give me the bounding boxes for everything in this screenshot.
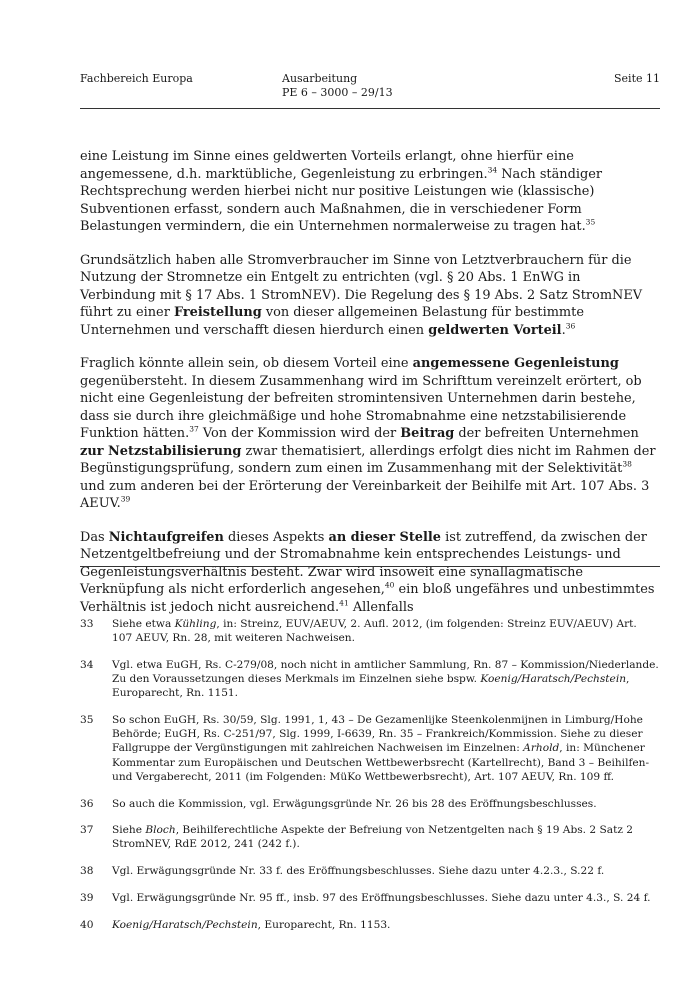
text-run: ist zutreffend, da zwischen der Netzentgeltbefreiung und der Stromabnahme kein entsprechendes Leistungs- und Gegenleistungsverhältnis besteht. Zwar wird insoweit eine synallagmatische Verknüpfung als nicht erforderlich angesehen, bbox=[80, 529, 647, 597]
header-department: Fachbereich Europa bbox=[80, 72, 193, 85]
bold-term: Nichtaufgreifen bbox=[108, 529, 224, 545]
footnote-33 bbox=[80, 617, 660, 645]
footnote-number: 37 bbox=[80, 824, 94, 837]
text-run: eine Leistung im Sinne eines geldwerten Vorteils erlangt, ohne hierfür eine angemessene, d.h. marktübliche, Gegenleistung zu erbringen. bbox=[80, 149, 574, 182]
footnote-number: 39 bbox=[80, 891, 94, 904]
bold-term: angemessene Gegenleistung bbox=[412, 356, 619, 371]
bold-term: zur Netzstabilisierung bbox=[80, 443, 242, 459]
footnote-ref[interactable]: 35 bbox=[585, 217, 596, 227]
text-run: Vgl. Erwägungsgründe Nr. 33 f. des Eröffnungsbeschlusses. Siehe dazu unter 4.2.3., S.22 f. bbox=[112, 865, 605, 878]
footnote-divider bbox=[80, 566, 660, 567]
footnote-ref[interactable]: 39 bbox=[120, 494, 131, 504]
text-run: , Europarecht, Rn. 1151. bbox=[112, 673, 630, 700]
text-run: Allenfalls bbox=[348, 599, 414, 615]
footnote-ref[interactable]: 38 bbox=[622, 459, 632, 469]
text-run: Grundsätzlich haben alle Stromverbraucher im Sinne von Letztverbrauchern für die Nutzung der Stromnetze ein Entgelt zu entrichten (vgl. § 20 Abs. 1 EnWG in Verbindung mit § 17 Abs. 1 StromNEV). Die Regelung des § 19 Abs. 2 Satz StromNEV führt zu einer bbox=[80, 252, 643, 320]
author-name: Bloch bbox=[145, 824, 176, 837]
text-run: von dieser allgemeinen Belastung für bestimmte Unternehmen und verschafft diesen hierdurch einen bbox=[80, 305, 584, 338]
text-run: Von der Kommission wird der bbox=[198, 426, 401, 441]
text-run: zwar thematisiert, allerdings erfolgt dies nicht im Rahmen der Begünstigungsprüfung, sondern zum einen im Zusammenhang mit der Selektivität bbox=[80, 443, 656, 476]
footnote-number: 35 bbox=[80, 714, 94, 727]
footnote-37 bbox=[80, 823, 660, 851]
header-doc-type: Ausarbeitung bbox=[282, 72, 358, 85]
author-name: Koenig/Haratsch/Pechstein bbox=[480, 673, 627, 686]
bold-term: geldwerten Vorteil bbox=[428, 322, 562, 338]
bold-term: an dieser Stelle bbox=[328, 529, 441, 545]
paragraph-1 bbox=[80, 148, 660, 236]
header-document-id bbox=[282, 72, 393, 100]
footnote-ref[interactable]: 37 bbox=[189, 424, 199, 434]
text-run: So auch die Kommission, vgl. Erwägungsgründe Nr. 26 bis 28 des Eröffnungsbeschlusses. bbox=[112, 797, 597, 810]
text-run: Siehe etwa bbox=[112, 618, 175, 630]
footnote-ref[interactable]: 36 bbox=[565, 321, 576, 331]
text-run: der befreiten Unternehmen bbox=[454, 426, 639, 441]
text-run: und zum anderen bei der Erörterung der Vereinbarkeit der Beihilfe mit Art. 107 Abs. 3 AEUV. bbox=[80, 478, 650, 511]
paragraph-2 bbox=[80, 252, 660, 340]
footnote-ref[interactable]: 41 bbox=[339, 598, 349, 608]
author-name: Koenig/Haratsch/Pechstein bbox=[112, 918, 258, 931]
body-text bbox=[80, 148, 660, 632]
bold-term: Freistellung bbox=[173, 305, 262, 320]
footnote-ref[interactable]: 40 bbox=[384, 580, 395, 590]
footnote-ref[interactable]: 34 bbox=[487, 165, 498, 175]
text-run: Siehe bbox=[112, 824, 146, 837]
text-run: gegenübersteht. In diesem Zusammenhang wird im Schrifttum vereinzelt erörtert, ob nicht eine Gegenleistung der befreiten stromintensiven Unternehmen darin bestehe, dass sie durch ihre gleichmäßige und hohe Stromabnahme eine netzstabilisierende Funktion hätten. bbox=[80, 373, 642, 441]
footnote-number: 33 bbox=[80, 618, 94, 630]
text-run: dieses Aspekts bbox=[223, 529, 329, 545]
footnote-40 bbox=[80, 918, 660, 932]
footnotes bbox=[80, 617, 660, 944]
footnote-number: 38 bbox=[80, 865, 94, 878]
bold-term: Beitrag bbox=[400, 426, 455, 441]
footnote-number: 34 bbox=[80, 658, 94, 671]
footnote-38 bbox=[80, 864, 660, 878]
page-header bbox=[80, 72, 660, 108]
footnote-36 bbox=[80, 797, 660, 811]
text-run: , in: Streinz, EUV/AEUV, 2. Aufl. 2012, (im folgenden: Streinz EUV/AEUV) Art. 107 AEUV, Rn. 28, mit weiteren Nachweisen. bbox=[112, 618, 637, 645]
text-run: Vgl. etwa EuGH, Rs. C-279/08, noch nicht in amtlicher Sammlung, Rn. 87 – Kommission/Niederlande. Zu den Voraussetzungen dieses Merkmals im Einzelnen siehe bspw. bbox=[112, 658, 659, 686]
text-run: , Beihilferechtliche Aspekte der Befreiung von Netzentgelten nach § 19 Abs. 2 Satz 2 StromNEV, RdE 2012, 241 (242 f.). bbox=[112, 824, 634, 851]
text-run: So schon EuGH, Rs. 30/59, Slg. 1991, 1, 43 – De Gezamenlijke Steenkolenmijnen in Limburg/Hohe Behörde; EuGH, Rs. C-251/97, Slg. 1999, I-6639, Rn. 35 – Frankreich/Kommission. Siehe zu dieser Fallgruppe der Vergünstigungen mit zahlreichen Nachweisen im Einzelnen: bbox=[112, 714, 643, 755]
header-divider bbox=[80, 108, 660, 109]
text-run: ein bloß ungefähres und unbestimmtes Verhältnis ist jedoch nicht ausreichend. bbox=[80, 582, 655, 615]
footnote-35 bbox=[80, 713, 660, 784]
text-run: Vgl. Erwägungsgründe Nr. 95 ff., insb. 97 des Eröffnungsbeschlusses. Siehe dazu unter 4.3., S. 24 f. bbox=[112, 891, 651, 904]
text-run: Nach ständiger Rechtsprechung werden hierbei nicht nur positive Leistungen wie (klassische) Subventionen erfasst, sondern auch Maßnahmen, die in verschiedener Form Belastungen vermindern, die ein Unternehmen normalerweise zu tragen hat. bbox=[80, 166, 603, 234]
footnote-number: 36 bbox=[80, 797, 94, 810]
text-run: . bbox=[561, 322, 566, 338]
author-name: Arhold bbox=[523, 742, 560, 755]
footnote-39 bbox=[80, 891, 660, 905]
paragraph-3 bbox=[80, 355, 660, 513]
text-run: Fraglich könnte allein sein, ob diesem Vorteil eine bbox=[80, 356, 413, 371]
text-run: , Europarecht, Rn. 1153. bbox=[257, 918, 391, 931]
paragraph-4 bbox=[80, 529, 660, 617]
header-doc-number: PE 6 – 3000 – 29/13 bbox=[282, 86, 393, 99]
footnote-34 bbox=[80, 658, 660, 701]
header-page-number: Seite 11 bbox=[614, 72, 660, 85]
text-run: , in: Münchener Kommentar zum Europäischen und Deutschen Wettbewerbsrecht (Kartellrecht), Band 3 – Beihilfen- und Vergaberecht, 2011 (im Folgenden: MüKo Wettbewerbsrecht), Art. 107 AEUV, Rn. 109 ff. bbox=[112, 742, 650, 783]
text-run: Das bbox=[80, 529, 109, 545]
author-name: Kühling bbox=[174, 618, 217, 630]
footnote-number: 40 bbox=[80, 918, 94, 931]
